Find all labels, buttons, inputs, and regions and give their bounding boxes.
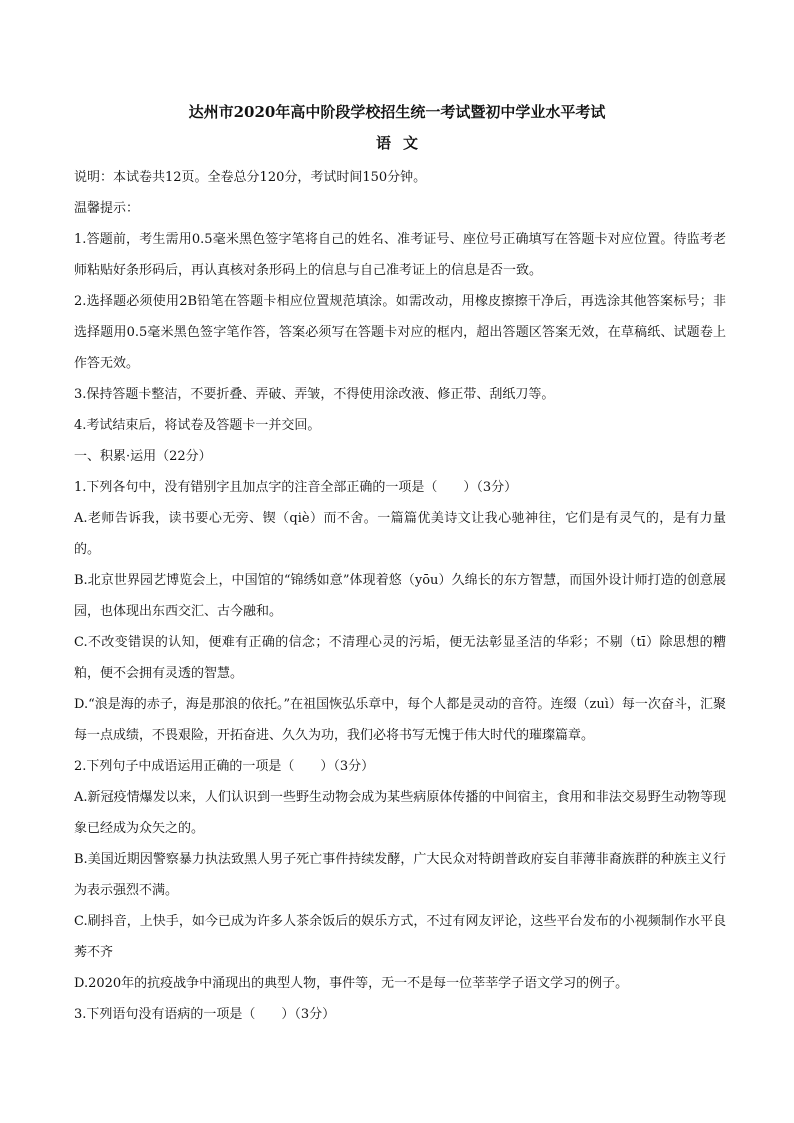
reminder-note-3: 3.保持答题卡整洁，不要折叠、弄破、弄皱，不得使用涂改液、修正带、刮纸刀等。 (74, 387, 555, 402)
question-2-option-d: D.2020年的抗疫战争中涌现出的典型人物，事件等，无一不是每一位莘莘学子语文学习的例子。 (74, 976, 629, 991)
reminder-note-2: 2.选择题必须使用2B铅笔在答题卡相应位置规范填涂。如需改动，用橡皮擦擦干净后，再选涂其他答案标号；非选择题用0.5毫米黑色签字笔作答，答案必须写在答题卡对应的框内，超出答题区答案无效，在草稿纸、试题卷上作答无效。 (74, 294, 726, 371)
question-1-stem: 1.下列各句中，没有错别字且加点字的注音全部正确的一项是（ ）（3分） (74, 480, 518, 495)
section-heading: 一、积累·运用（22分） (74, 449, 212, 464)
reminder-note-1: 1.答题前，考生需用0.5毫米黑色签字笔将自己的姓名、准考证号、座位号正确填写在答题卡对应位置。待监考老师粘贴好条形码后，再认真核对条形码上的信息与自己准考证上的信息是否一致。 (74, 232, 726, 278)
question-2-option-c: C.刷抖音，上快手，如今已成为许多人茶余饭后的娱乐方式，不过有网友评论，这些平台发布的小视频制作水平良莠不齐 (74, 914, 726, 960)
page-title: 达州市2020年高中阶段学校招生统一考试暨初中学业水平考试 (188, 103, 606, 121)
exam-content (74, 162, 726, 1030)
question-1-option-b: B.北京世界园艺博览会上，中国馆的“锦绣如意”体现着悠（yōu）久绵长的东方智慧，而国外设计师打造的创意展园，也体现出东西交汇、古今融和。 (74, 573, 726, 619)
question-1-option-c: C.不改变错误的认知，便难有正确的信念；不清理心灵的污垢，便无法彰显圣洁的华彩；不剔（tī）除思想的糟粕，便不会拥有灵透的智慧。 (74, 635, 726, 681)
reminder-heading: 温馨提示： (74, 201, 140, 216)
reminder-note-4: 4.考试结束后，将试卷及答题卡一并交回。 (74, 418, 321, 433)
question-3-stem: 3.下列语句没有语病的一项是（ ）（3分） (74, 1007, 336, 1022)
question-2-stem: 2.下列句子中成语运用正确的一项是（ ）（3分） (74, 759, 375, 774)
question-2-option-b: B.美国近期因警察暴力执法致黑人男子死亡事件持续发酵，广大民众对特朗普政府妄自菲薄非裔族群的种族主义行为表示强烈不满。 (74, 852, 726, 898)
subject-title: 语文 (375, 134, 430, 152)
question-1-option-a: A.老师告诉我，读书要心无旁、锲（qiè）而不舍。一篇篇优美诗文让我心驰神往，它们是有灵气的，是有力量的。 (74, 511, 726, 557)
question-1-option-d: D.“浪是海的赤子，海是那浪的依托。”在祖国恢弘乐章中，每个人都是灵动的音符。连缀（zuì）每一次奋斗，汇聚每一点成绩，不畏艰险，开拓奋进、久久为功，我们必将书写无愧于伟大时代的璀璨篇章。 (74, 697, 726, 743)
exam-description: 说明：本试卷共12页。全卷总分120分，考试时间150分钟。 (74, 170, 427, 185)
question-2-option-a: A.新冠疫情爆发以来，人们认识到一些野生动物会成为某些病原体传播的中间宿主，食用和非法交易野生动物等现象已经成为众矢之的。 (74, 790, 726, 836)
